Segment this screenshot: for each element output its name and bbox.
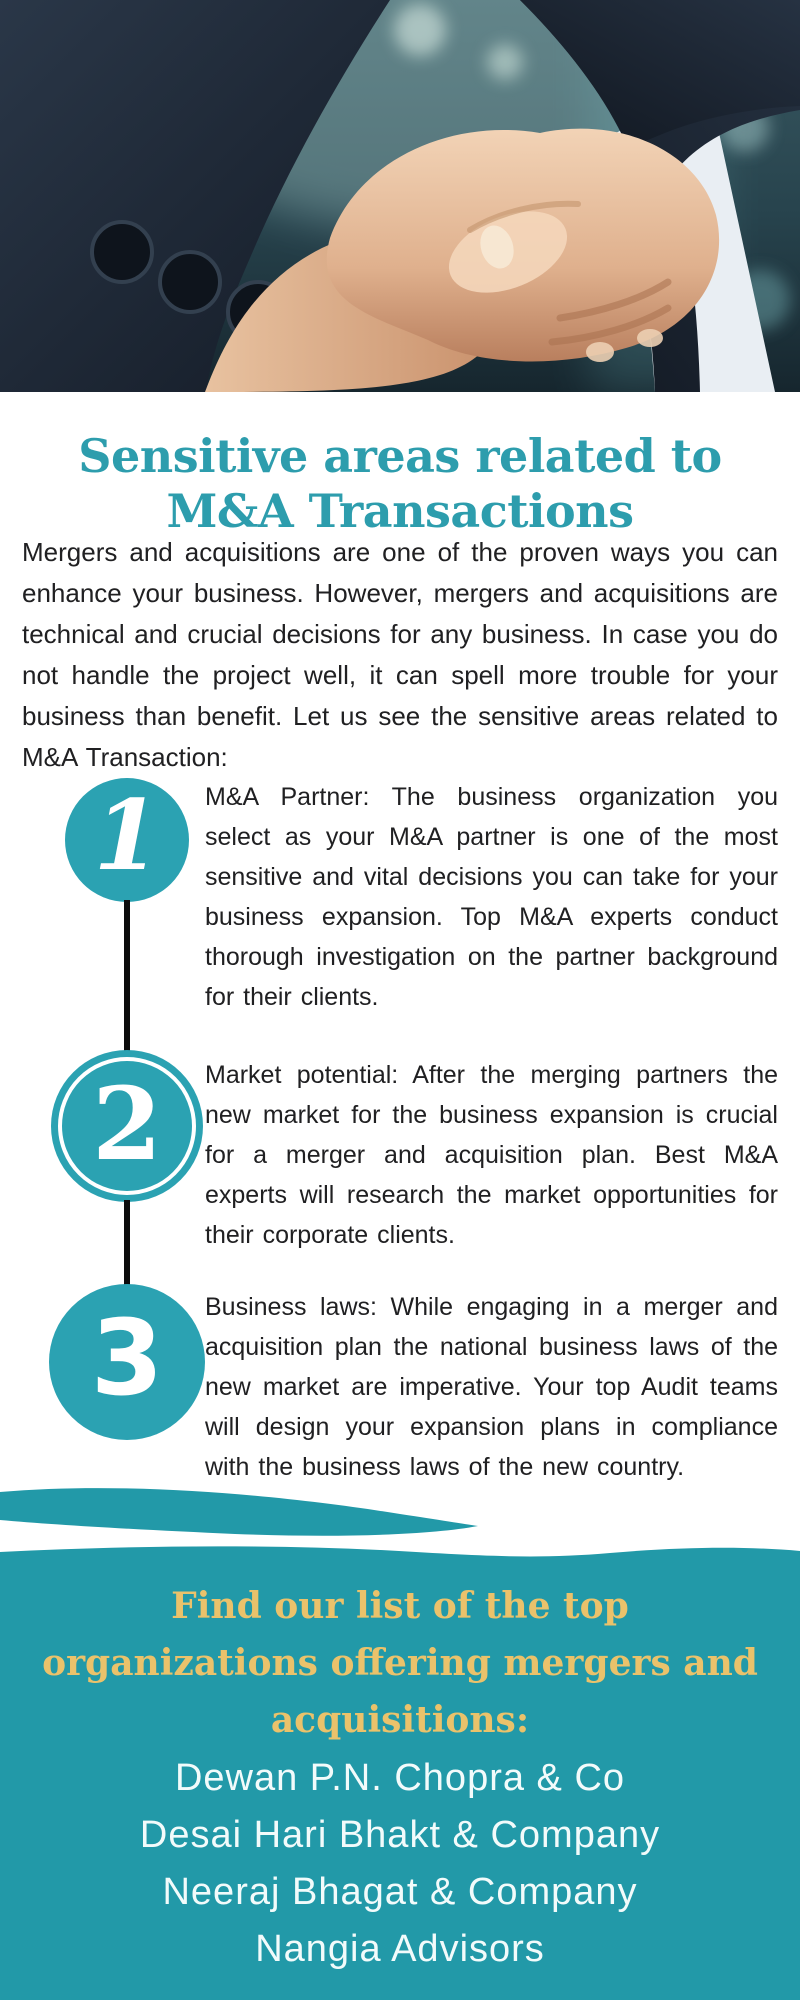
- step-text-1: M&A Partner: The business organization you select as your M&A partner is one of the most sensitive and vital decisions you can take for your business expansion. Top M&A experts conduct thorough investigation on the partner background for their clients.: [205, 783, 778, 1011]
- organization-list: [20, 1750, 780, 1978]
- step-number-3: 3: [90, 1297, 164, 1419]
- intro-paragraph: Mergers and acquisitions are one of the proven ways you can enhance your business. However, mergers and acquisitions are technical and crucial decisions for any business. In case you do not handle the project well, it can spell more trouble for your business than benefit. Let us see the sensitive areas related to M&A Transaction:: [22, 537, 778, 772]
- step-text-2: Market potential: After the merging partners the new market for the business expansion is crucial for a merger and acquisition plan. Best M&A experts will research the market opportunities for their corporate clients.: [205, 1061, 778, 1249]
- organization-item: Dewan P.N. Chopra & Co: [174, 1757, 626, 1799]
- handshake-illustration: [0, 0, 800, 392]
- step-number-2: 2: [92, 1065, 162, 1183]
- step-circle-1: [65, 778, 189, 902]
- step-circle-3: [49, 1284, 205, 1440]
- step-text-3: Business laws: While engaging in a merger and acquisition plan the national business laws of the new market are imperative. Your top Audit teams will design your expansion plans in compliance with the business laws of the new country.: [205, 1293, 778, 1481]
- step-connector-1-2: [124, 900, 130, 1052]
- footer-heading: Find our list of the top organizations offering mergers and acquisitions:: [42, 1585, 758, 1741]
- hero-handshake-photo: [0, 0, 800, 392]
- step-number-1: 1: [93, 779, 161, 892]
- organization-item: Neeraj Bhagat & Company: [162, 1871, 638, 1913]
- step-circle-2: [51, 1050, 203, 1202]
- organization-item: Desai Hari Bhakt & Company: [139, 1814, 661, 1856]
- wave-swoosh-shape: [0, 1480, 800, 1538]
- footer-section: [0, 1538, 800, 2000]
- page-title: Sensitive areas related to M&A Transactions: [78, 428, 722, 538]
- step-connector-2-3: [124, 1200, 130, 1286]
- organization-item: Nangia Advisors: [255, 1928, 545, 1970]
- wave-divider: [0, 1480, 800, 1538]
